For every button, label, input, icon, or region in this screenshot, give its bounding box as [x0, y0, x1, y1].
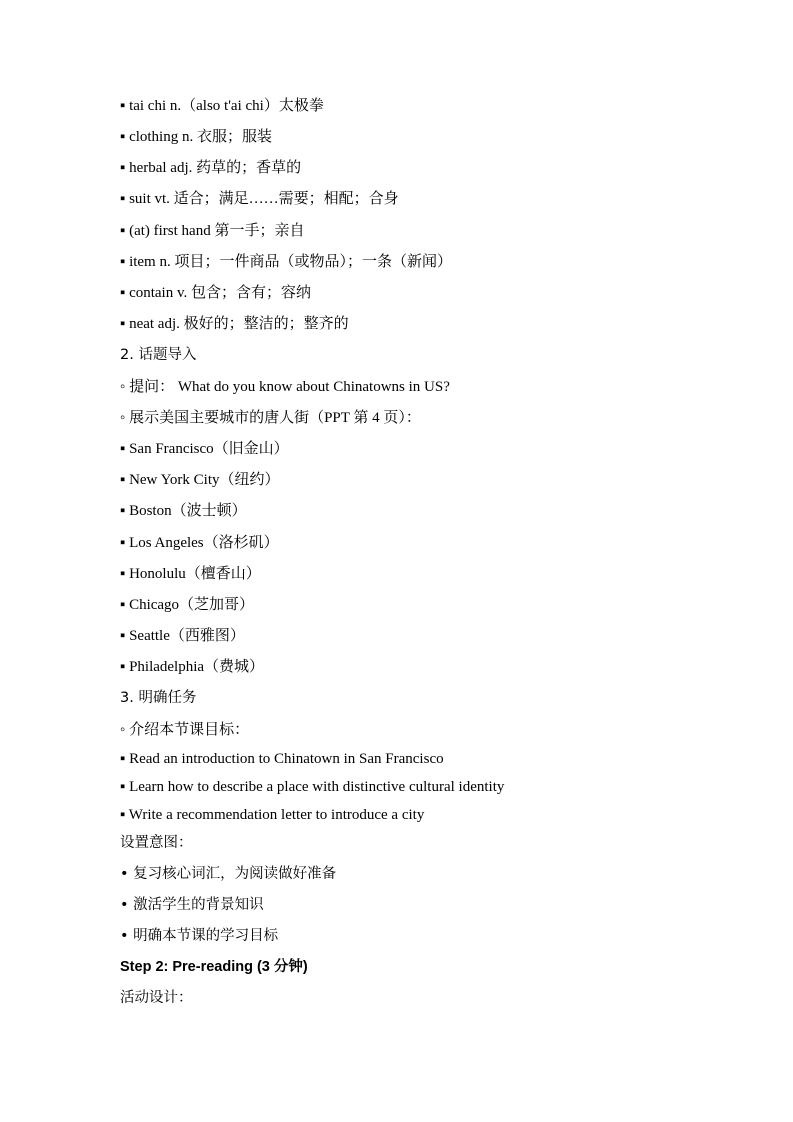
vocab-item: ▪ item n. 项目；一件商品（或物品）；一条（新闻） [120, 254, 452, 270]
section-heading-clarify-tasks: 3. 明确任务 [120, 690, 197, 706]
city-list-item: ▪ New York City（纽约） [120, 472, 280, 488]
city-list-item: ▪ Philadelphia（费城） [120, 659, 265, 675]
vocab-first-hand: ▪ (at) first hand 第一手；亲自 [120, 223, 305, 239]
goal-item: ▪ Learn how to describe a place with distinctive cultural identity [120, 779, 505, 795]
city-list-item: ▪ Los Angeles（洛杉矶） [120, 535, 279, 551]
step2-heading: Step 2: Pre-reading (3 分钟) [120, 959, 308, 975]
vocab-suit: ▪ suit vt. 适合；满足……需要；相配；合身 [120, 191, 399, 207]
topic-question: ◦ 提问： What do you know about Chinatowns in US? [120, 379, 450, 395]
topic-show-chinatowns: ◦ 展示美国主要城市的唐人街（PPT 第 4 页）： [120, 410, 421, 426]
city-list-item: ▪ Seattle（西雅图） [120, 628, 245, 644]
city-list-item: ▪ Chicago（芝加哥） [120, 597, 255, 613]
goal-item: ▪ Write a recommendation letter to introduce a city [120, 807, 425, 823]
vocab-contain: ▪ contain v. 包含；含有；容纳 [120, 285, 311, 301]
city-list-item: ▪ San Francisco（旧金山） [120, 441, 289, 457]
intent-point: • 明确本节课的学习目标 [120, 928, 279, 944]
goal-item: ▪ Read an introduction to Chinatown in San Francisco [120, 751, 444, 767]
vocab-neat: ▪ neat adj. 极好的；整洁的；整齐的 [120, 316, 349, 332]
vocab-herbal: ▪ herbal adj. 药草的；香草的 [120, 160, 302, 176]
section-heading-topic-intro: 2. 话题导入 [120, 347, 197, 363]
city-list-item: ▪ Boston（波士顿） [120, 503, 247, 519]
vocab-clothing: ▪ clothing n. 衣服；服装 [120, 129, 272, 145]
activity-design-label: 活动设计： [120, 990, 193, 1006]
intent-point: • 复习核心词汇，为阅读做好准备 [120, 866, 337, 882]
design-intent-heading: 设置意图： [120, 835, 193, 851]
city-list-item: ▪ Honolulu（檀香山） [120, 566, 261, 582]
goals-intro: ◦ 介绍本节课目标： [120, 722, 250, 738]
vocab-tai-chi: ▪ tai chi n.（also t'ai chi）太极拳 [120, 98, 324, 114]
intent-point: • 激活学生的背景知识 [120, 897, 264, 913]
